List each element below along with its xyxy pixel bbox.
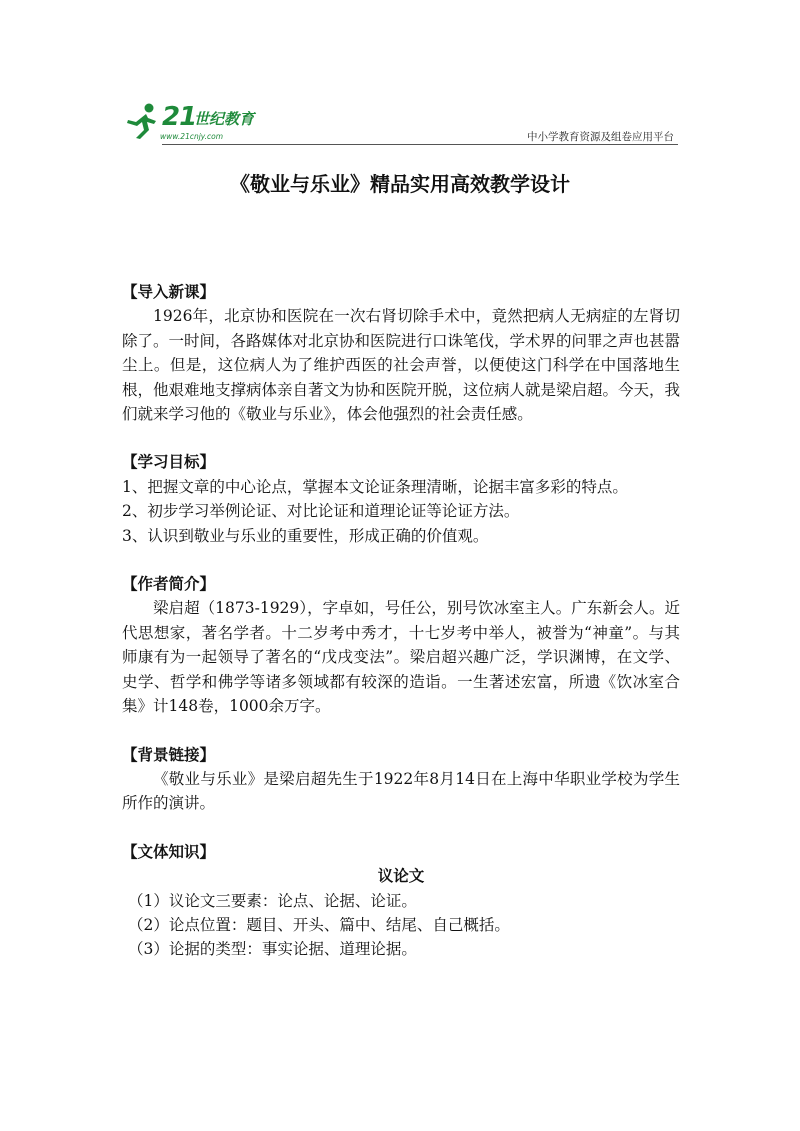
genre-item-2: （2）论点位置：题目、开头、篇中、结尾、自己概括。 [128, 915, 510, 934]
document-body [122, 280, 680, 962]
runner-icon [122, 100, 162, 140]
author-heading: 【作者简介】 [122, 575, 216, 594]
genre-heading: 【文体知识】 [122, 842, 216, 861]
logo-number: 21 [162, 102, 197, 132]
genre-item-1: （1）议论文三要素：论点、论据、论证。 [128, 891, 417, 910]
intro-text: 1926年，北京协和医院在一次右肾切除手术中，竟然把病人无病症的左肾切除了。一时间，各路媒体对北京协和医院进行口诛笔伐，学术界的问罪之声也甚嚣尘上。但是，这位病人为了维护西医的社会声誉，以便使这门科学在中国落地生根，他艰难地支撑病体亲自著文为协和医院开脱，这位病人就是梁启超。今天，我们就来学习他的《敬业与乐业》，体会他强烈的社会责任感。 [122, 307, 681, 424]
header-divider [162, 144, 678, 145]
logo-url: www.21cnjy.com [160, 132, 224, 141]
background-text: 《敬业与乐业》是梁启超先生于1922年8月14日在上海中华职业学校为学生所作的演讲。 [122, 769, 680, 813]
logo-text: 世纪教育 [194, 110, 255, 128]
genre-item-3: （3）论据的类型：事实论据、道理论据。 [128, 940, 417, 959]
platform-label: 中小学教育资源及组卷应用平台 [527, 131, 674, 143]
logo [122, 100, 272, 146]
background-heading: 【背景链接】 [122, 745, 216, 764]
author-text: 梁启超（1873-1929），字卓如，号任公，别号饮冰室主人。广东新会人。近代思想家，著名学者。十二岁考中秀才，十七岁考中举人，被誉为“神童”。与其师康有为一起领导了著名的“戊戌变法”。梁启超兴趣广泛，学识渊博，在文学、史学、哲学和佛学等诸多领域都有较深的造诣。一生著述宏富，所遗《饮冰室合集》计148卷，1000余万字。 [122, 599, 680, 716]
goal-item-1: 1、把握文章的中心论点，掌握本文论证条理清晰，论据丰富多彩的特点。 [122, 477, 628, 496]
goals-heading: 【学习目标】 [122, 453, 216, 472]
page-title: 《敬业与乐业》精品实用高效教学设计 [230, 172, 570, 196]
page-header [122, 100, 678, 146]
intro-heading: 【导入新课】 [122, 283, 216, 301]
goal-item-2: 2、初步学习举例论证、对比论证和道理论证等论证方法。 [122, 502, 520, 521]
genre-subtitle: 议论文 [377, 867, 425, 886]
goal-item-3: 3、认识到敬业与乐业的重要性，形成正确的价值观。 [122, 526, 489, 545]
